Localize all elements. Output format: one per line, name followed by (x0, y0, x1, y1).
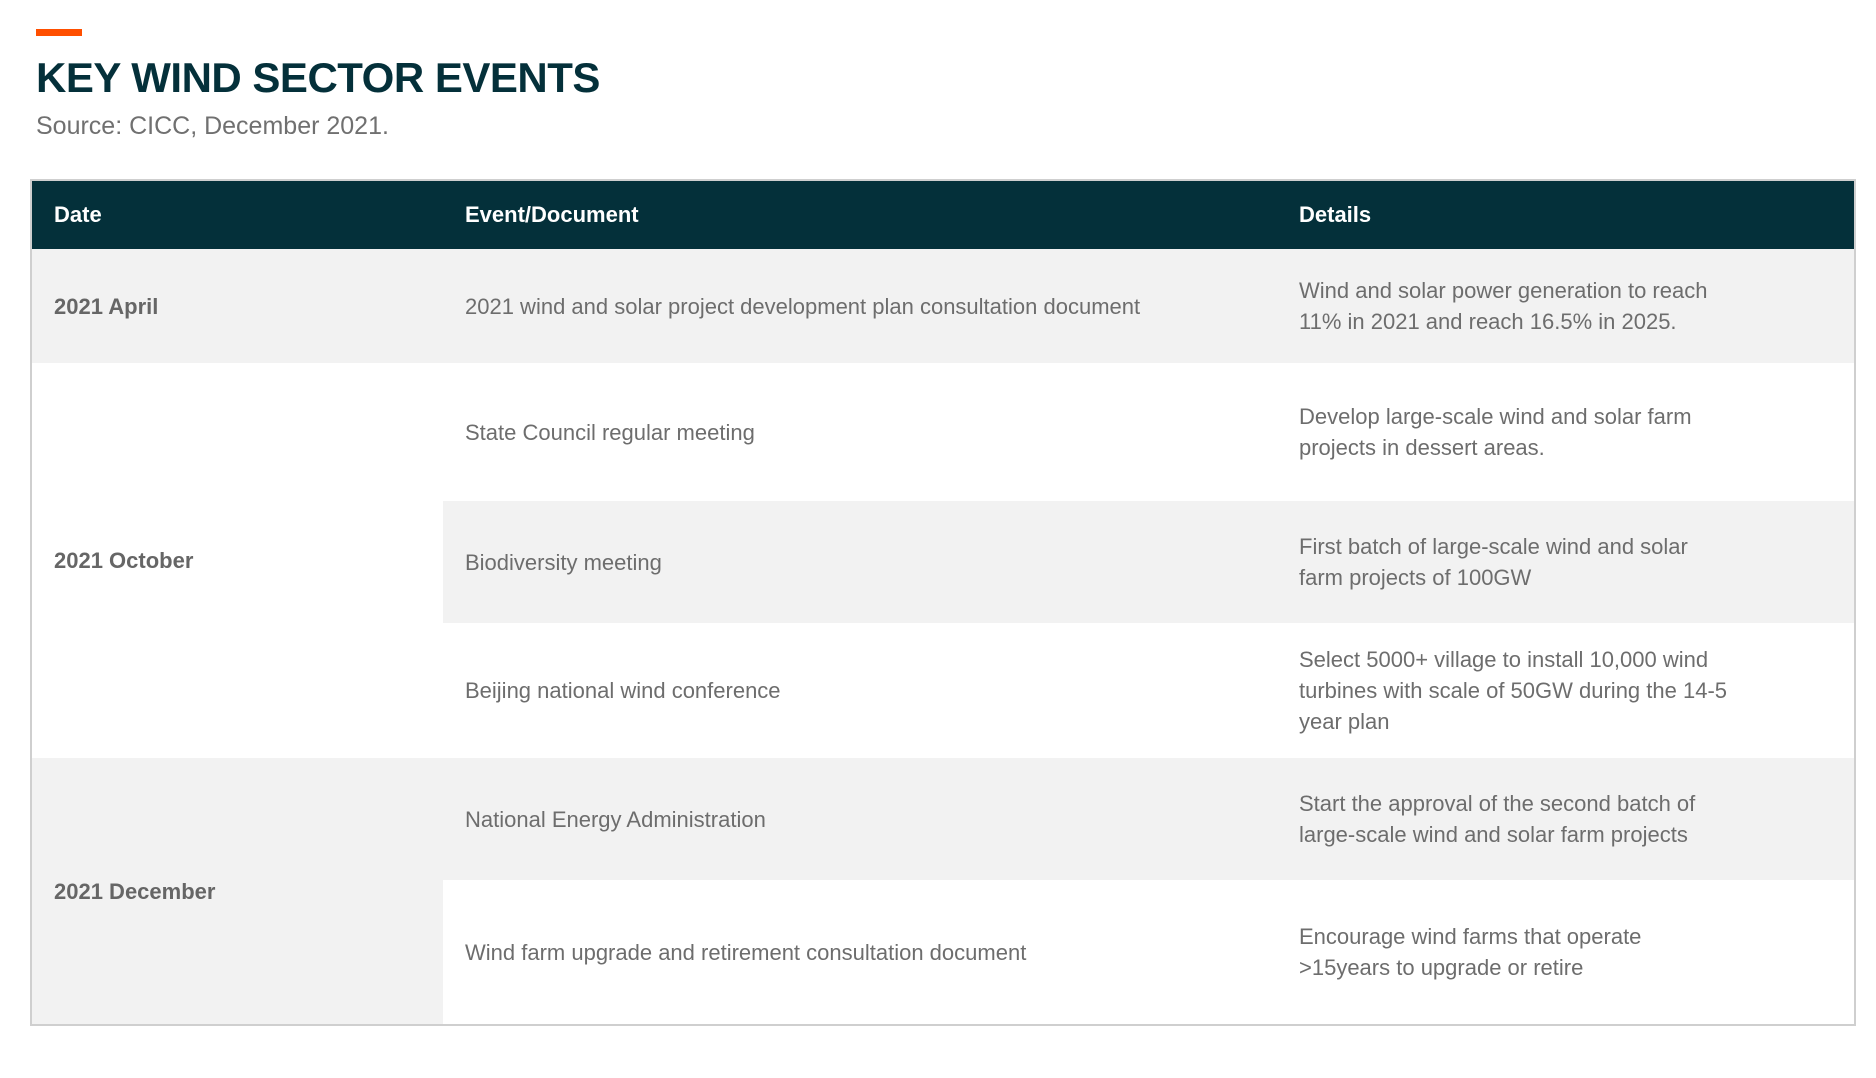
event-cell: Wind farm upgrade and retirement consultation document (465, 939, 1027, 965)
details-text: Wind and solar power generation to reach 11% in 2021 and reach 16.5% in 2025. (1299, 278, 1708, 334)
event-cell: State Council regular meeting (465, 419, 755, 445)
date-cell: 2021 October (32, 363, 443, 758)
events-table (32, 181, 1854, 1024)
table-row (32, 758, 1854, 880)
accent-bar (36, 29, 82, 36)
events-table-container (30, 179, 1856, 1026)
details-cell (1277, 363, 1854, 501)
event-cell: Beijing national wind conference (465, 678, 781, 703)
details-text: Start the approval of the second batch of large-scale wind and solar farm projects (1299, 791, 1696, 847)
event-cell: Biodiversity meeting (465, 549, 662, 575)
date-cell: 2021 April (54, 293, 159, 319)
date-cell: 2021 December (32, 758, 443, 1024)
event-cell: 2021 wind and solar project development plan consultation document (465, 293, 1141, 319)
details-cell (1277, 758, 1854, 880)
details-text: Encourage wind farms that operate >15years to upgrade or retire (1299, 924, 1642, 980)
column-header-event: Event/Document (465, 202, 639, 227)
details-text: Develop large-scale wind and solar farm projects in dessert areas. (1299, 404, 1692, 460)
event-cell: National Energy Administration (465, 806, 766, 832)
details-cell (1277, 249, 1854, 363)
table-row (32, 249, 1854, 363)
details-text: Select 5000+ village to install 10,000 wind turbines with scale of 50GW during the 14-5 year plan (1299, 647, 1728, 734)
table-row (32, 363, 1854, 501)
details-cell (1277, 880, 1854, 1024)
column-header-details: Details (1299, 202, 1372, 227)
details-cell (1277, 623, 1854, 758)
header-row (32, 181, 1854, 249)
column-header-date: Date (54, 202, 102, 227)
details-text: First batch of large-scale wind and solar farm projects of 100GW (1299, 534, 1688, 590)
details-cell (1277, 501, 1854, 623)
page-title: KEY WIND SECTOR EVENTS (36, 54, 600, 101)
table-header (32, 181, 1854, 249)
table-body (32, 249, 1854, 1024)
source-note: Source: CICC, December 2021. (36, 112, 389, 140)
